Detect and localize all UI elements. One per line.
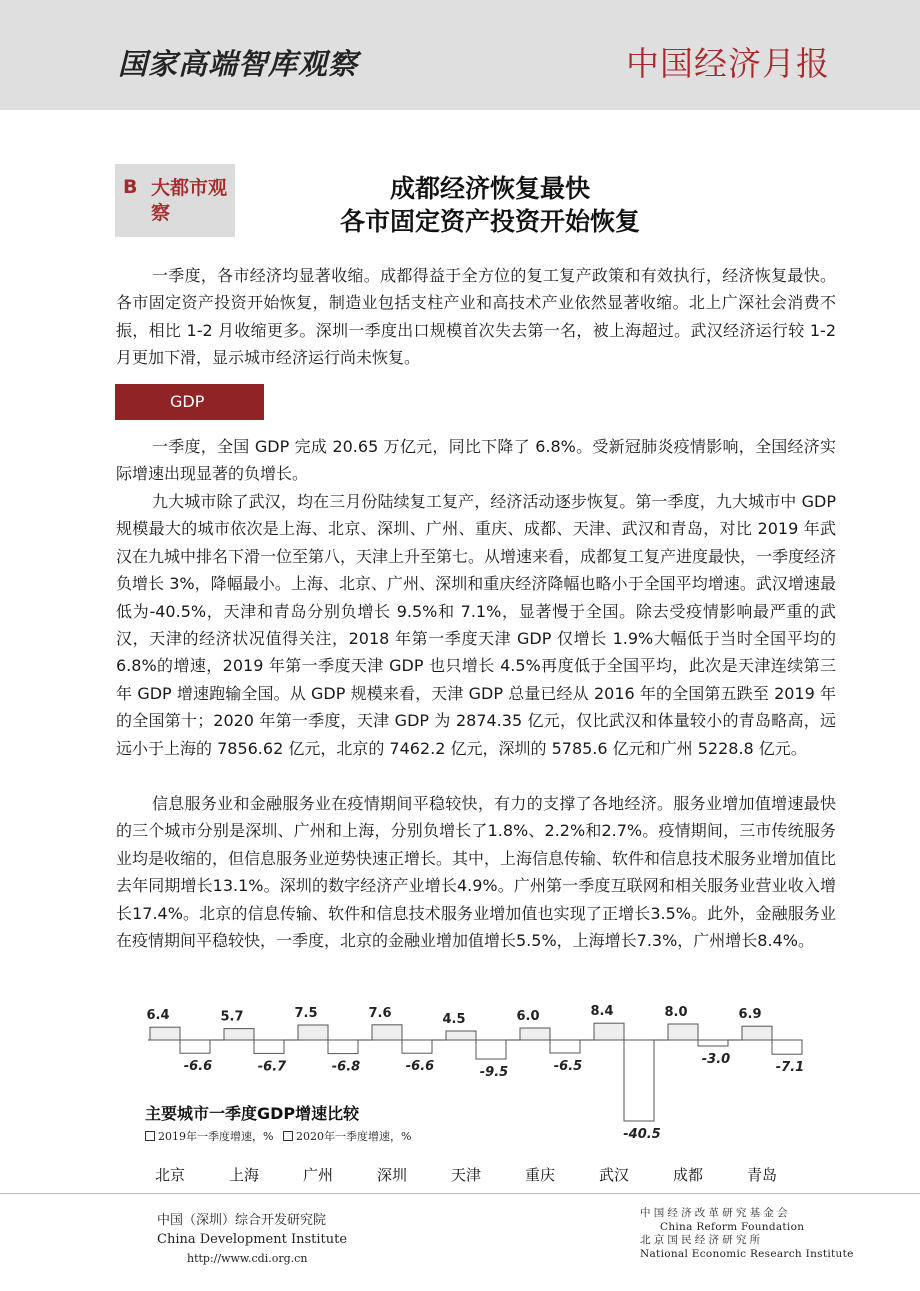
headline-line-1: 成都经济恢复最快 [389, 174, 590, 203]
footer-cdi-url: http://www.cdi.org.cn [187, 1252, 308, 1265]
bar-2019-5 [520, 1028, 550, 1040]
footer-right [640, 1207, 854, 1261]
intro-paragraph: 一季度，各市经济均显著收缩。成都得益于全方位的复工复产政策和有效执行，经济恢复最快。各市固定资产投资开始恢复，制造业包括支柱产业和高技术产业依然显著收缩。北上广深社会消费不振，相比 1-2 月收缩更多。深圳一季度出口规模首次失去第一名，被上海超过。武汉经济运行较 1-2 月更加下滑，显示城市经济运行尚未恢复。 [116, 266, 836, 368]
bar-2020-4 [476, 1040, 506, 1059]
data-label-2020-0: -6.6 [183, 1059, 213, 1075]
category-label-1: 上海 [228, 1166, 260, 1184]
category-label-3: 深圳 [376, 1166, 408, 1184]
footer-neri-cn: 北京国民经济研究所 [640, 1234, 764, 1246]
bar-2020-3 [402, 1040, 432, 1053]
report-title: 中国经济月报 [626, 44, 830, 83]
bar-2020-5 [550, 1040, 580, 1053]
legend-label-2019: 2019年一季度增速，% [158, 1130, 274, 1143]
legend-label-2020: 2020年一季度增速，% [295, 1130, 412, 1143]
data-label-2020-4: -9.5 [479, 1065, 509, 1080]
category-label-8: 青岛 [746, 1166, 778, 1184]
footer-left [157, 1211, 347, 1269]
bar-2019-4 [446, 1031, 476, 1040]
section-tag [115, 164, 235, 237]
category-label-4: 天津 [450, 1166, 482, 1184]
legend-swatch-2019 [145, 1131, 155, 1141]
data-label-2019-2: 7.5 [294, 1006, 318, 1021]
category-label-7: 成都 [672, 1166, 704, 1184]
body-paragraph-1: 一季度，全国 GDP 完成 20.65 万亿元，同比下降了 6.8%。受新冠肺炎疫情影响，全国经济实际增速出现显著的负增长。 [116, 437, 836, 484]
section-name: 大都市观察 [151, 177, 228, 224]
body-paragraph-2: 九大城市除了武汉，均在三月份陆续复工复产，经济活动逐步恢复。第一季度，九大城市中 GDP 规模最大的城市依次是上海、北京、深圳、广州、重庆、成都、天津、武汉和青岛，对比 2019 年武汉在九城中排名下滑一位至第八，天津上升至第七。从增速来看，成都复工复产进度最快，一季度经济负增长 3%，降幅最小。上海、北京、广州、深圳和重庆经济降幅也略小于全国平均增速。武汉增速最低为-40.5%，天津和青岛分别负增长 9.5%和 7.1%，显著慢于全国。除去受疫情影响最严重的武汉，天津的经济状况值得关注，2018 年第一季度天津 GDP 仅增长 1.9%大幅低于当时全国平均的 6.8%的增速，2019 年第一季度天津 GDP 也只增长 4.5%再度低于全国平均，此次是天津连续第三年 GDP 增速跑输全国。从 GDP 规模来看，天津 GDP 总量已经从 2016 年的全国第五跌至 2019 年的全国第十；2020 年第一季度，天津 GDP 为 2874.35 亿元，仅比武汉和体量较小的青岛略高，远远小于上海的 7856.62 亿元，北京的 7462.2 亿元，深圳的 5785.6 亿元和广州 5228.8 亿元。 [116, 492, 837, 758]
bar-2019-7 [668, 1024, 698, 1040]
category-label-6: 武汉 [598, 1166, 630, 1184]
bar-2019-1 [224, 1029, 254, 1040]
bar-2019-3 [372, 1025, 402, 1040]
data-label-2019-3: 7.6 [368, 1005, 392, 1021]
chart-legend [145, 1128, 417, 1144]
data-label-2020-2: -6.8 [331, 1059, 361, 1075]
bar-2019-2 [298, 1025, 328, 1040]
body-paragraph-3: 信息服务业和金融服务业在疫情期间平稳较快，有力的支撑了各地经济。服务业增加值增速最快的三个城市分别是深圳、广州和上海，分别负增长了1.8%、2.2%和2.7%。疫情期间，三市传统服务业均是收缩的，但信息服务业逆势快速正增长。其中，上海信息传输、软件和信息技术服务业增加值比去年同期增长13.1%。深圳的数字经济产业增长4.9%。广州第一季度互联网和相关服务业营业收入增长17.4%。北京的信息传输、软件和信息技术服务业增加值也实现了正增长3.5%。此外，金融服务业在疫情期间平稳较快，一季度，北京的金融业增加值增长5.5%，上海增长7.3%，广州增长8.4%。 [116, 794, 837, 951]
data-label-2019-1: 5.7 [220, 1009, 244, 1025]
footer-divider [0, 1193, 920, 1194]
data-label-2020-8: -7.1 [775, 1060, 805, 1076]
bar-2020-8 [772, 1040, 802, 1054]
legend-swatch-2020 [283, 1131, 293, 1141]
data-label-2020-5: -6.5 [553, 1059, 583, 1074]
gdp-growth-chart [130, 990, 810, 1190]
brand-logo-text: 国家高端智库观察 [118, 47, 359, 81]
chart-title: 主要城市一季度GDP增速比较 [145, 1104, 360, 1123]
footer-crf-en: China Reform Foundation [660, 1220, 805, 1233]
category-label-2: 广州 [302, 1166, 334, 1184]
legend-item-2020 [283, 1130, 411, 1143]
data-label-2020-1: -6.7 [257, 1059, 287, 1075]
data-label-2020-3: -6.6 [405, 1059, 435, 1075]
footer-cdi-cn: 中国（深圳）综合开发研究院 [157, 1213, 327, 1228]
gdp-section-label [115, 384, 264, 420]
bar-2019-6 [594, 1023, 624, 1040]
data-label-2019-8: 6.9 [738, 1007, 762, 1023]
footer-cdi-en: China Development Institute [157, 1232, 348, 1247]
gdp-label-text: GDP [170, 392, 205, 411]
category-label-5: 重庆 [524, 1166, 556, 1184]
bar-2020-2 [328, 1040, 358, 1054]
article-headline [250, 172, 730, 238]
page-header [0, 0, 920, 110]
bar-2019-0 [150, 1027, 180, 1040]
data-label-2019-4: 4.5 [442, 1012, 466, 1027]
bar-2019-8 [742, 1026, 772, 1040]
footer-crf-cn: 中国经济改革研究基金会 [640, 1207, 791, 1219]
bar-2020-0 [180, 1040, 210, 1053]
data-label-2020-7: -3.0 [701, 1052, 731, 1067]
bar-2020-7 [698, 1040, 728, 1046]
footer-neri-en: National Economic Research Institute [640, 1247, 854, 1260]
data-label-2019-6: 8.4 [590, 1004, 614, 1020]
bar-2020-6 [624, 1040, 654, 1121]
bar-2020-1 [254, 1040, 284, 1053]
legend-item-2019 [145, 1130, 273, 1143]
category-label-0: 北京 [154, 1166, 186, 1184]
section-letter: B [123, 176, 138, 198]
data-label-2019-5: 6.0 [516, 1009, 540, 1024]
data-label-2020-6: -40.5 [623, 1127, 661, 1142]
headline-line-2: 各市固定资产投资开始恢复 [339, 207, 640, 236]
data-label-2019-7: 8.0 [664, 1005, 688, 1020]
data-label-2019-0: 6.4 [146, 1008, 170, 1024]
